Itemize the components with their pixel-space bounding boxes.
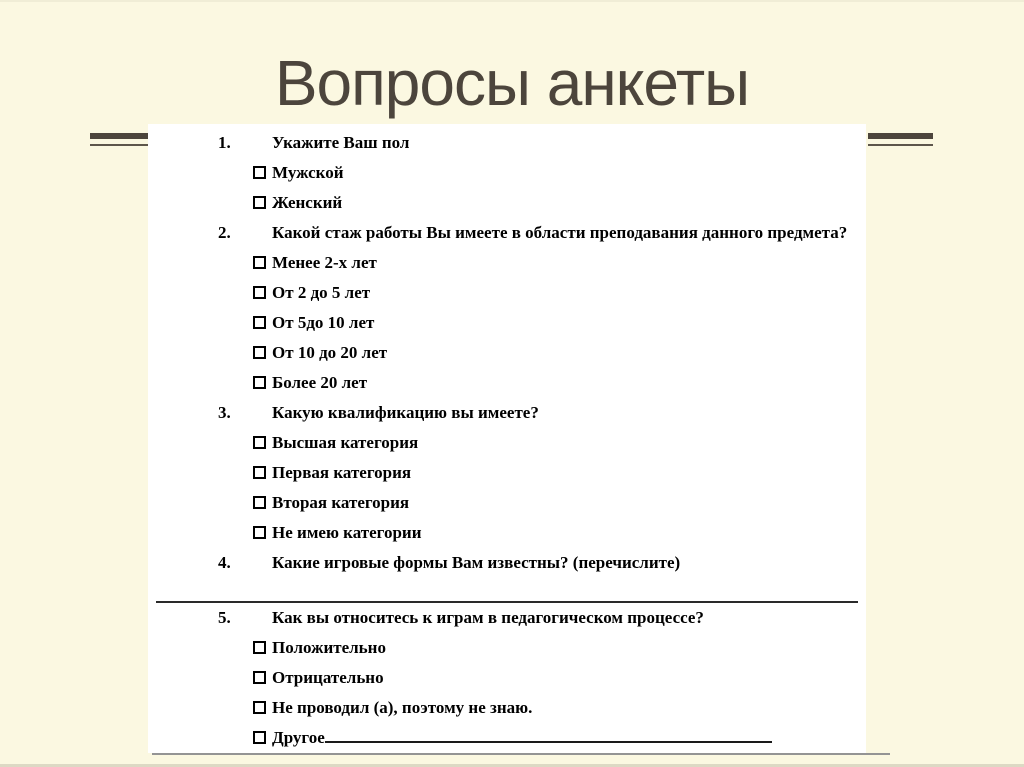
option-checkbox[interactable] [253,376,266,389]
option-label: Первая категория [272,463,412,482]
option-label: Более 20 лет [272,373,368,392]
option-label: Положительно [272,638,386,657]
option-checkbox[interactable] [253,496,266,509]
option-checkbox[interactable] [253,466,266,479]
option-label: Мужской [272,163,344,182]
option-checkbox[interactable] [253,731,266,744]
option-label: Другое [272,728,325,747]
question-row [148,603,866,633]
option-row [148,663,866,693]
option-row [148,248,866,278]
option-checkbox[interactable] [253,256,266,269]
option-label: От 2 до 5 лет [272,283,371,302]
option-row [148,338,866,368]
question-number: 4. [218,553,231,572]
option-row [148,158,866,188]
question-row [148,218,866,248]
option-label: Женский [272,193,343,212]
option-row [148,188,866,218]
option-label: Менее 2-х лет [272,253,377,272]
question-text: Какие игровые формы Вам известны? (перечислите) [272,553,681,572]
answer-blank-line[interactable] [156,578,858,603]
option-label: Вторая категория [272,493,410,512]
option-label: От 5до 10 лет [272,313,375,332]
document-bottom-edge-line [152,753,890,755]
option-row [148,278,866,308]
questionnaire-document [148,124,866,753]
option-checkbox[interactable] [253,701,266,714]
option-row [148,518,866,548]
question-number: 3. [218,403,231,422]
question-number: 1. [218,133,231,152]
question-text: Какой стаж работы Вы имеете в области преподавания данного предмета? [272,223,848,242]
question-row [148,398,866,428]
option-row [148,693,866,723]
decorative-rule-left-thick [90,133,148,139]
option-label: От 10 до 20 лет [272,343,388,362]
question-row [148,128,866,158]
option-checkbox[interactable] [253,316,266,329]
option-label: Высшая категория [272,433,419,452]
question-text: Укажите Ваш пол [272,133,410,152]
option-checkbox[interactable] [253,641,266,654]
decorative-rule-right-thick [868,133,933,139]
option-row [148,458,866,488]
option-label: Не имею категории [272,523,422,542]
slide-top-edge [0,0,1024,2]
option-row [148,428,866,458]
question-text: Какую квалификацию вы имеете? [272,403,539,422]
question-number: 2. [218,223,231,242]
option-checkbox[interactable] [253,436,266,449]
option-row [148,488,866,518]
option-row [148,368,866,398]
question-number: 5. [218,608,231,627]
question-row [148,548,866,578]
decorative-rule-right-thin [868,144,933,146]
decorative-rule-left-thin [90,144,150,146]
option-row [148,723,866,753]
option-checkbox[interactable] [253,526,266,539]
option-checkbox[interactable] [253,166,266,179]
question-text: Как вы относитесь к играм в педагогическом процессе? [272,608,704,627]
option-checkbox[interactable] [253,196,266,209]
option-row [148,308,866,338]
option-row [148,633,866,663]
option-label: Не проводил (а), поэтому не знаю. [272,698,533,717]
option-label: Отрицательно [272,668,384,687]
page-title: Вопросы анкеты [274,47,750,119]
option-checkbox[interactable] [253,671,266,684]
other-answer-blank[interactable] [325,730,772,743]
option-checkbox[interactable] [253,346,266,359]
option-checkbox[interactable] [253,286,266,299]
